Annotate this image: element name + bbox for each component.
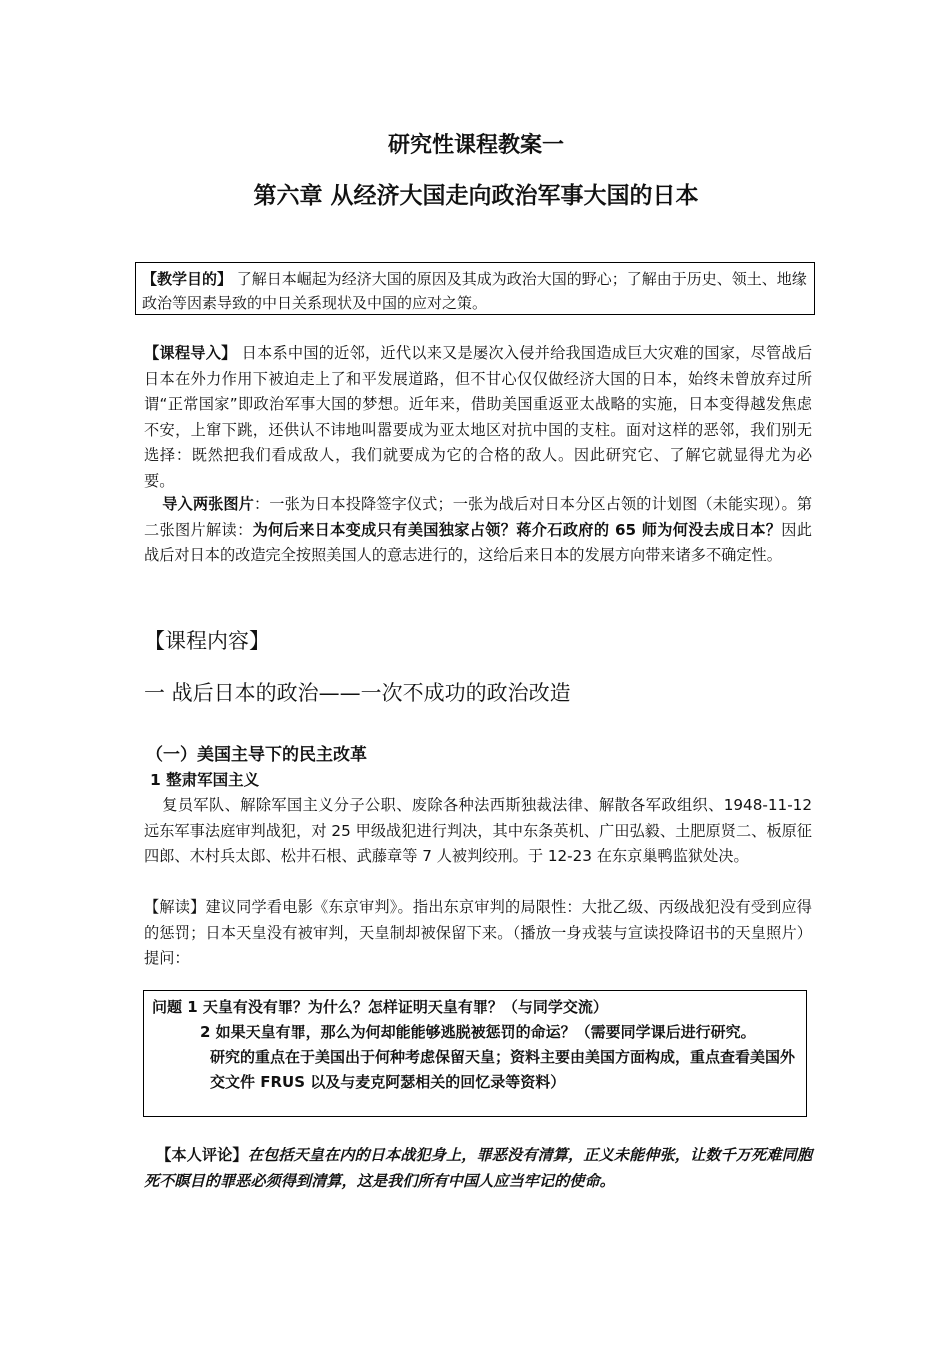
images-label: 导入两张图片 bbox=[162, 495, 254, 513]
images-question: 为何后来日本变成只有美国独家占领？蒋介石政府的 65 师为何没去成日本？ bbox=[252, 520, 782, 539]
objective-label: 【教学目的】 bbox=[142, 270, 233, 288]
purge-paragraph: 复员军队、解除军国主义分子公职、废除各种法西斯独裁法律、解散各军政组织、1948-11-12 远东军事法庭审判战犯，对 25 甲级战犯进行判决，其中东条英机、广田弘毅、土肥原贤二、板原征四郎、木村兵太郎、松井石根、武藤章等 7 人被判绞刑。于 12-23 在东京巢鸭监狱处决。 bbox=[144, 796, 812, 866]
images-paragraph bbox=[144, 492, 812, 569]
intro-paragraph bbox=[144, 341, 812, 495]
objective-box bbox=[135, 262, 815, 315]
subsection-heading: （一）美国主导下的民主改革 bbox=[146, 745, 367, 765]
questions-box bbox=[143, 990, 807, 1117]
intro-text: 日本系中国的近邻，近代以来又是屡次入侵并给我国造成巨大灾难的国家，尽管战后日本在外力作用下被迫走上了和平发展道路，但不甘心仅仅做经济大国的日本，始终未曾放弃过所谓“正常国家”即政治军事大国的梦想。近年来，借助美国重返亚太战略的实施，日本变得越发焦虑不安，上窜下跳，还供认不讳地叫嚣要成为亚太地区对抗中国的支柱。面对这样的恶邻，我们别无选择：既然把我们看成敌人，我们就要成为它的合格的敌人。因此研究它、了解它就显得尤为必要。 bbox=[144, 344, 813, 490]
intro-label: 【课程导入】 bbox=[144, 344, 237, 362]
chapter-title: 第六章 从经济大国走向政治军事大国的日本 bbox=[253, 183, 699, 209]
reading-text: 建议同学看电影《东京审判》。指出东京审判的局限性：大批乙级、丙级战犯没有受到应得的惩罚；日本天皇没有被审判，天皇制却被保留下来。（播放一身戎装与宣读投降诏书的天皇照片）提问： bbox=[144, 898, 812, 968]
images-text-1: ：一张为日本投降签字仪式；一张为战后对日本分区占领的计划图（未能实现）。第二张图片解读： bbox=[144, 495, 813, 539]
question-1: 问题 1 天皇有没有罪？为什么？怎样证明天皇有罪？（与同学交流） bbox=[152, 998, 608, 1016]
section-heading: 一 战后日本的政治——一次不成功的政治改造 bbox=[144, 681, 571, 705]
comment-text: 在包括天皇在内的日本战犯身上，罪恶没有清算，正义未能伸张，让数千万死难同胞死不瞑目的罪恶必须得到清算，这是我们所有中国人应当牢记的使命。 bbox=[144, 1146, 813, 1190]
reading-paragraph bbox=[144, 895, 812, 972]
content-heading: 【课程内容】 bbox=[144, 629, 270, 653]
images-text-2: 因此战后对日本的改造完全按照美国人的意志进行的，这给后来日本的发展方向带来诸多不确定性。 bbox=[144, 520, 812, 565]
objective-text: 了解日本崛起为经济大国的原因及其成为政治大国的野心；了解由于历史、领土、地缘政治等因素导致的中日关系现状及中国的应对之策。 bbox=[142, 270, 807, 312]
question-2: 2 如果天皇有罪，那么为何却能能够逃脱被惩罚的命运？（需要同学课后进行研究。 bbox=[200, 1023, 756, 1041]
comment-paragraph bbox=[144, 1143, 812, 1194]
question-2-continued: 研究的重点在于美国出于何种考虑保留天皇；资料主要由美国方面构成，重点查看美国外交文件 FRUS 以及与麦克阿瑟相关的回忆录等资料） bbox=[210, 1048, 796, 1091]
comment-label: 【本人评论】 bbox=[156, 1146, 248, 1164]
document-title: 研究性课程教案一 bbox=[387, 133, 564, 158]
reading-label: 【解读】 bbox=[144, 898, 206, 916]
subsubsection-heading: 1 整肃军国主义 bbox=[150, 771, 260, 789]
